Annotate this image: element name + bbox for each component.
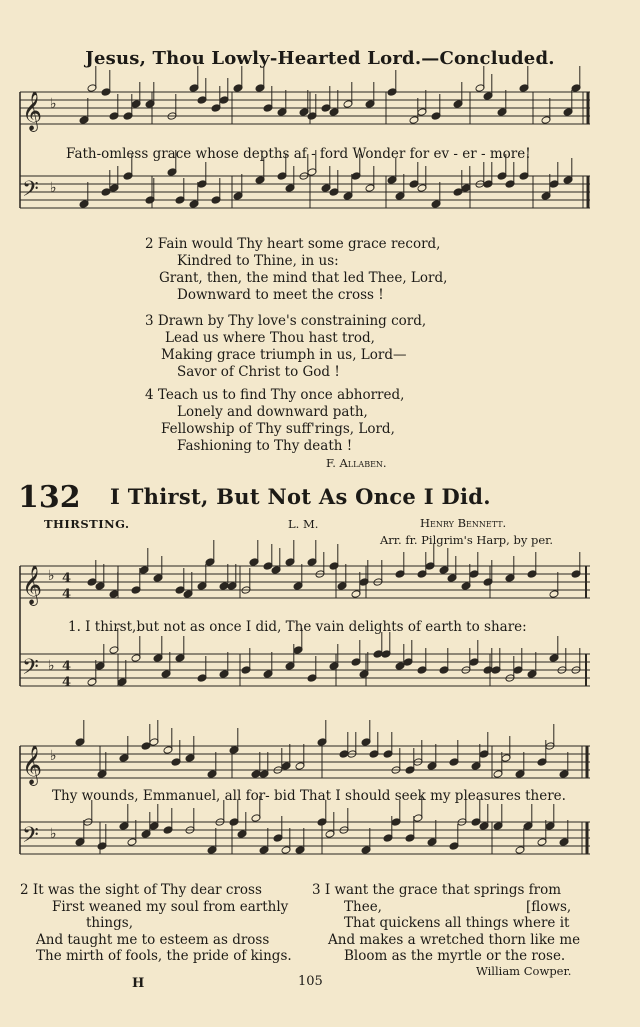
treble-clef-icon: 𝄞 bbox=[22, 91, 43, 131]
verse-line: [flows, bbox=[526, 898, 572, 915]
lyric-line: Fath-omless grace whose depths af - ford Wonder for ev - er - more! bbox=[66, 146, 531, 162]
time-signature: 4 bbox=[62, 571, 72, 586]
verse-block bbox=[145, 236, 447, 304]
verse-block bbox=[145, 387, 404, 455]
verse-line: Making grace triumph in us, Lord— bbox=[161, 347, 407, 363]
flat-icon: ♭ bbox=[48, 568, 55, 584]
verse-line: 2 It was the sight of Thy dear cross bbox=[20, 882, 262, 898]
tune-name: THIRSTING. bbox=[44, 517, 130, 531]
verse-line: Savor of Christ to God ! bbox=[177, 364, 340, 380]
verse-line: 2 Fain would Thy heart some grace record, bbox=[145, 236, 441, 252]
verse-line: Thee, bbox=[344, 898, 382, 915]
hymn-number: 132 bbox=[18, 480, 81, 515]
hymn-title: I Thirst, But Not As Once I Did. bbox=[110, 484, 491, 509]
verse-line: That quickens all things where it bbox=[344, 915, 570, 931]
verse-line: Fellowship of Thy suff'rings, Lord, bbox=[161, 421, 395, 437]
bass-clef-icon: 𝄢 bbox=[22, 655, 39, 685]
verse-line: First weaned my soul from earthly bbox=[52, 898, 289, 915]
arranger: Arr. fr. Pilgrim's Harp, by per. bbox=[380, 533, 554, 547]
composer: Henry Bennett. bbox=[420, 516, 507, 530]
treble-clef-icon: 𝄞 bbox=[22, 565, 43, 605]
verse-line: Downward to meet the cross ! bbox=[177, 287, 384, 303]
verse-line: And taught me to esteem as dross bbox=[36, 931, 270, 948]
treble-clef-icon: 𝄞 bbox=[22, 745, 43, 785]
time-signature: 4 bbox=[62, 659, 72, 674]
verse-line: 3 Drawn by Thy love's constraining cord, bbox=[145, 313, 427, 329]
flat-icon: ♭ bbox=[50, 180, 57, 196]
bass-clef-icon: 𝄢 bbox=[22, 823, 39, 853]
meter: L. M. bbox=[288, 517, 319, 531]
bass-clef-icon: 𝄢 bbox=[22, 177, 39, 207]
verse-line: 4 Teach us to find Thy once abhorred, bbox=[145, 387, 405, 403]
verse-line: And makes a wretched thorn like me bbox=[328, 931, 581, 948]
page-title: Jesus, Thou Lowly-Hearted Lord.—Concluded. bbox=[85, 48, 555, 69]
flat-icon: ♭ bbox=[50, 748, 57, 764]
lyric-line: 1. I thirst,but not as once I did, The vain delights of earth to share: bbox=[68, 619, 527, 635]
signature-mark: H bbox=[132, 976, 145, 991]
verse-line: 3 I want the grace that springs from bbox=[312, 882, 562, 898]
flat-icon: ♭ bbox=[48, 658, 55, 674]
flat-icon: ♭ bbox=[50, 96, 57, 112]
verse-block bbox=[20, 882, 292, 965]
lyric-line: Thy wounds, Emmanuel, all for- bid That I should seek my pleasures there. bbox=[52, 788, 566, 804]
flat-icon: ♭ bbox=[50, 826, 57, 842]
verse-block bbox=[145, 313, 426, 381]
verse-line: Lead us where Thou hast trod, bbox=[165, 330, 375, 346]
staff-2-bass bbox=[20, 654, 590, 686]
verse-line: things, bbox=[86, 915, 133, 931]
verse-line: Bloom as the myrtle or the rose. bbox=[344, 948, 566, 964]
verse-block bbox=[312, 882, 592, 965]
staff-2-treble bbox=[20, 566, 590, 598]
page-number: 105 bbox=[298, 974, 323, 989]
verse-line: The mirth of fools, the pride of kings. bbox=[36, 948, 292, 964]
verse-line: Kindred to Thine, in us: bbox=[177, 253, 339, 269]
staff-1-treble bbox=[20, 92, 590, 124]
time-signature: 4 bbox=[62, 587, 72, 602]
verse-line: Lonely and downward path, bbox=[177, 404, 368, 420]
verse-line: Fashioning to Thy death ! bbox=[177, 438, 353, 454]
verse-line: Grant, then, the mind that led Thee, Lord, bbox=[159, 270, 448, 286]
author: William Cowper. bbox=[476, 964, 572, 978]
time-signature: 4 bbox=[62, 675, 72, 690]
author: F. Allaben. bbox=[326, 456, 387, 470]
